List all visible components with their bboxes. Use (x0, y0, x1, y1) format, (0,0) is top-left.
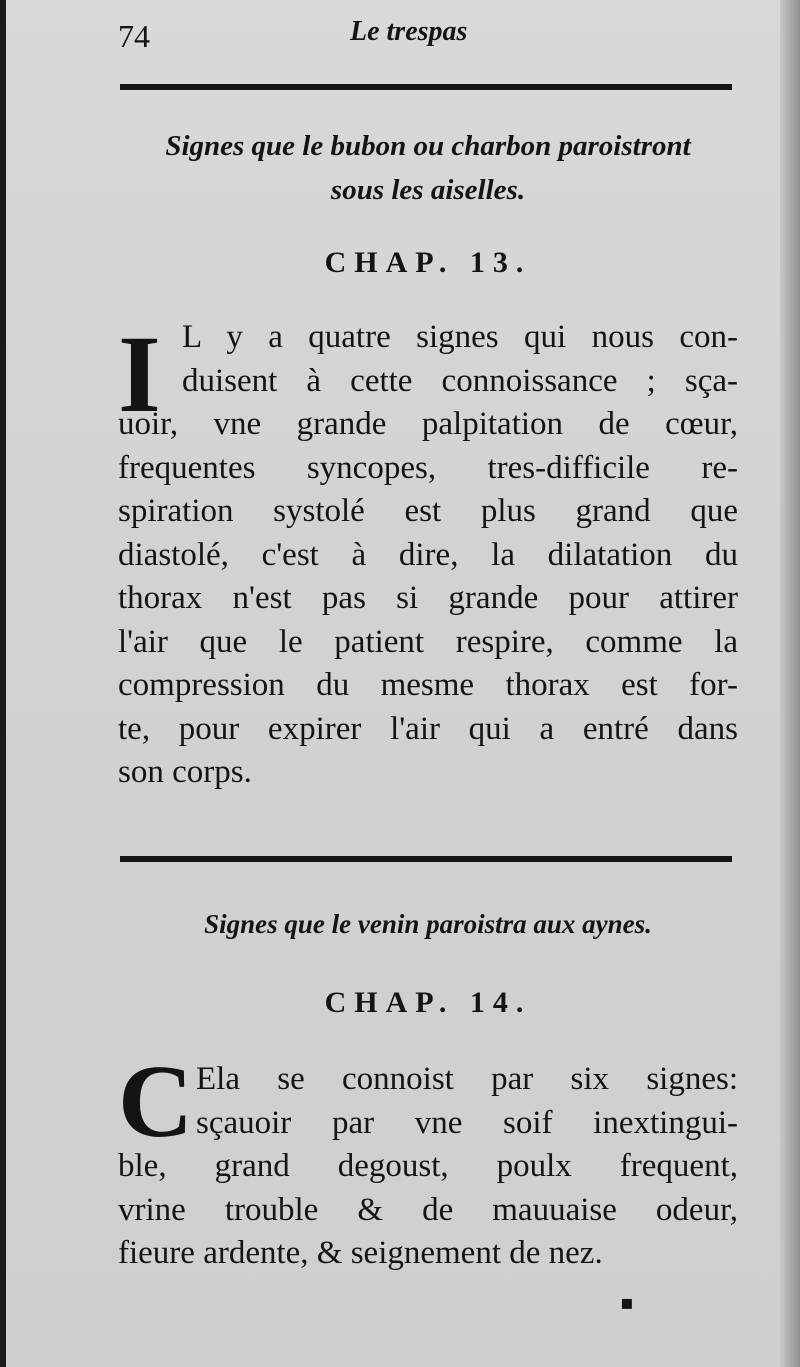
drop-cap: C (118, 1044, 194, 1159)
page-edge-left (0, 0, 6, 1367)
running-head: Le trespas (350, 16, 468, 47)
chapter-14-body (118, 1044, 738, 1276)
text-line: Ela se connoist par six signes: (196, 1061, 738, 1097)
title-line: Signes que le bubon ou charbon paroistront (165, 130, 691, 162)
text-line: L y a quatre signes qui nous con- (182, 319, 738, 355)
title-line: Signes que le venin paroistra aux aynes. (204, 909, 652, 939)
chapter-13-body (118, 313, 738, 795)
text-line: ble, grand degoust, poulx frequent, (118, 1148, 738, 1184)
text-line: sçauoir par vne soif inextingui- (196, 1104, 738, 1141)
text-line: spiration systolé est plus grand que (118, 493, 738, 529)
page-edge-right (780, 0, 800, 1367)
text-line: duisent à cette connoissance ; sça- (182, 362, 738, 399)
text-line: thorax n'est pas si grande pour attirer (118, 580, 738, 616)
text-line: compression du mesme thorax est for- (118, 667, 738, 703)
text-line: uoir, vne grande palpitation de cœur, (118, 406, 738, 442)
text-line: fieure ardente, & seignement de nez. (118, 1235, 603, 1271)
text-line: son corps. (118, 754, 252, 790)
section-rule (120, 84, 732, 90)
text-line: frequentes syncopes, tres-difficile re- (118, 449, 738, 486)
chapter-13-title (118, 124, 738, 212)
chapter-13-heading: CHAP. 13. (324, 246, 532, 279)
drop-cap: I (118, 313, 161, 435)
page-number: 74 (118, 18, 150, 54)
printer-mark: ▪ (620, 1290, 634, 1314)
page-header (118, 12, 740, 52)
text-line: diastolé, c'est à dire, la dilatation du (118, 536, 738, 573)
title-line: sous les aiselles. (330, 174, 526, 206)
chapter-14-heading: CHAP. 14. (324, 986, 532, 1019)
text-line: vrine trouble & de mauuaise odeur, (118, 1191, 738, 1228)
chapter-14-title (118, 902, 738, 946)
text-line: te, pour expirer l'air qui a entré dans (118, 710, 738, 747)
text-line: l'air que le patient respire, comme la (118, 623, 738, 660)
section-rule (120, 856, 732, 862)
